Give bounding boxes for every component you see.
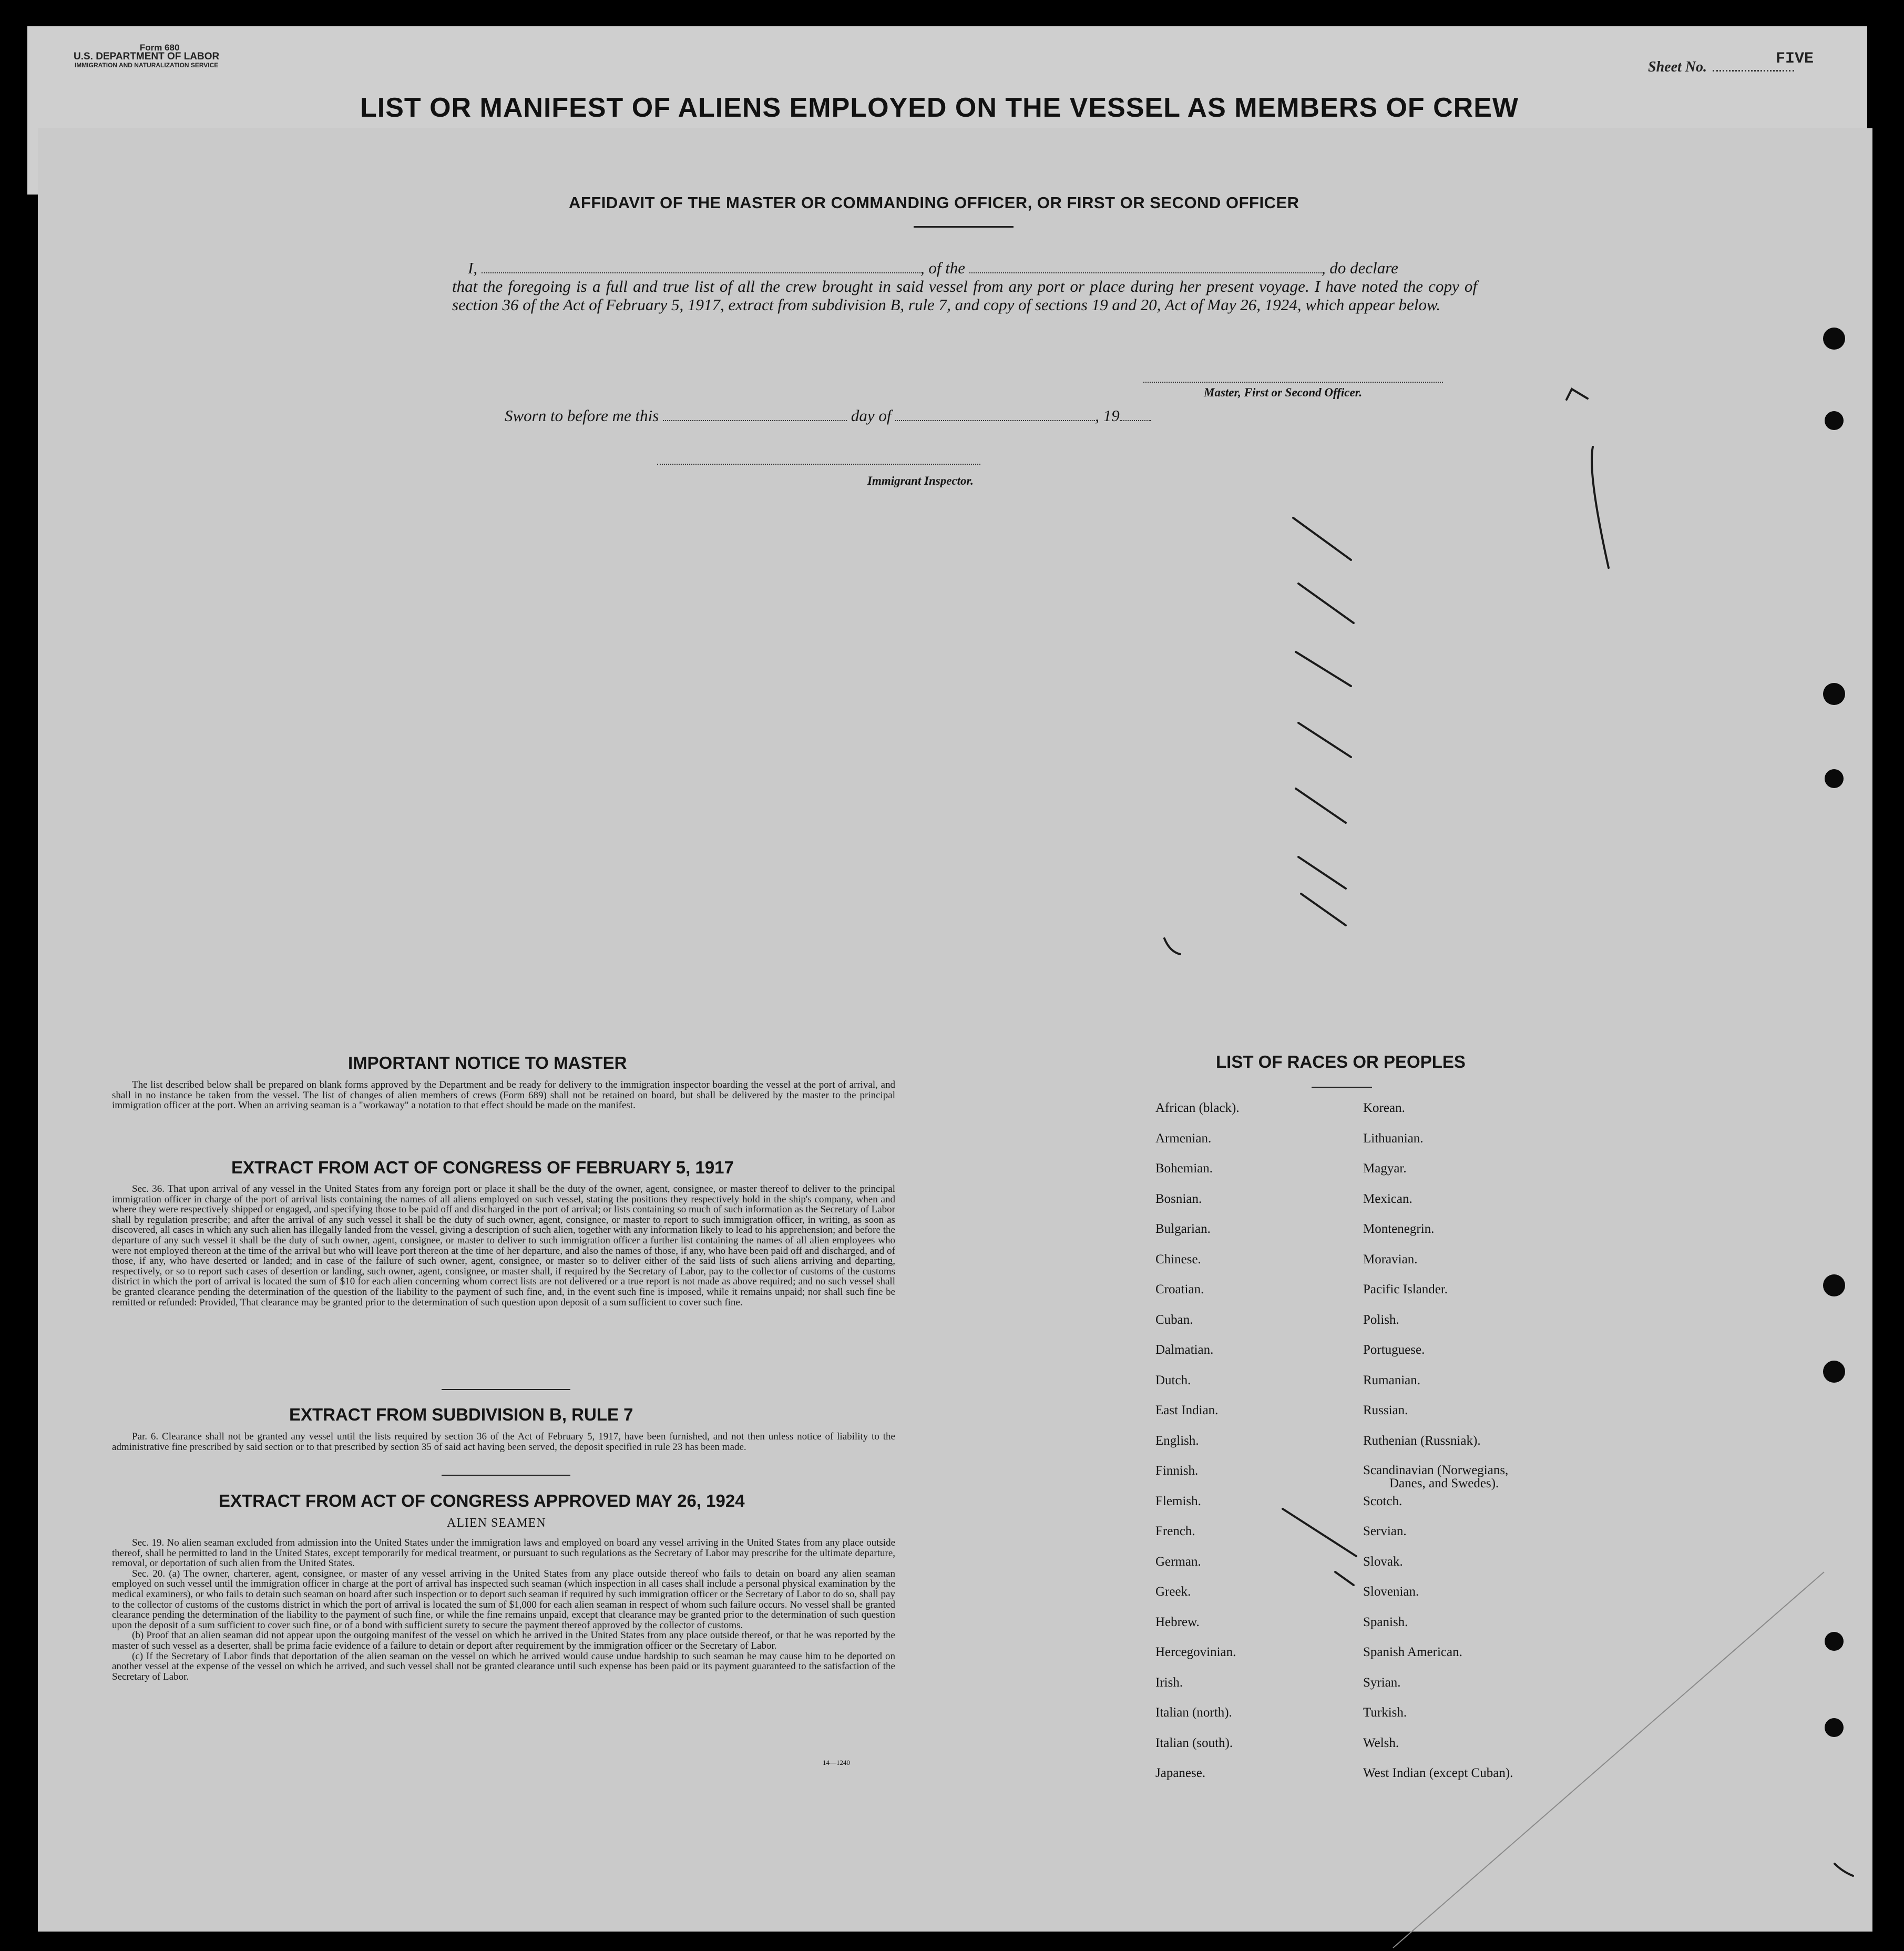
race-item: Moravian. — [1363, 1252, 1418, 1266]
extract-1924-title: EXTRACT FROM ACT OF CONGRESS APPROVED MAY 26, 1924 — [219, 1491, 745, 1510]
race-item: Japanese. — [1155, 1766, 1206, 1780]
race-item: Bulgarian. — [1155, 1222, 1211, 1236]
notice-paragraph: The list described below shall be prepared on blank forms approved by the Department and be ready for delivery to the immigration inspector boarding the vessel at the port of arrival, and shall in no instance be taken from the vessel. The list of changes of alien members of crews (Form 689) shall not be retained on board, but shall be delivered by the master to the principal immigration officer at the port. When an arriving seaman is a "workaway" a notation to that effect should be made on the manifest. — [112, 1079, 895, 1111]
manifest-title: LIST OR MANIFEST OF ALIENS EMPLOYED ON THE VESSEL AS MEMBERS OF CREW — [360, 93, 1519, 123]
race-item: Portuguese. — [1363, 1343, 1425, 1357]
ditto-mark — [1335, 1572, 1354, 1585]
race-item: English. — [1155, 1433, 1199, 1448]
race-item: Flemish. — [1155, 1494, 1201, 1508]
race-item: Italian (south). — [1155, 1735, 1233, 1750]
race-item: Servian. — [1363, 1524, 1407, 1538]
alien-seamen-heading: ALIEN SEAMEN — [447, 1516, 546, 1530]
race-item: Spanish. — [1363, 1615, 1408, 1629]
race-item: French. — [1155, 1524, 1195, 1538]
race-item: Slovenian. — [1363, 1585, 1419, 1599]
race-item: Ruthenian (Russniak). — [1363, 1433, 1481, 1448]
race-item-text: Scandinavian (Norwegians, — [1363, 1463, 1509, 1477]
department-name: U.S. DEPARTMENT OF LABOR — [74, 51, 220, 62]
race-item: German. — [1155, 1554, 1201, 1569]
affidavit-title: AFFIDAVIT OF THE MASTER OR COMMANDING OFFICER, OR FIRST OR SECOND OFFICER — [569, 193, 1299, 212]
race-item: Rumanian. — [1363, 1373, 1421, 1387]
race-item: East Indian. — [1155, 1403, 1219, 1417]
inspector-label: Immigrant Inspector. — [867, 474, 974, 487]
race-item: Welsh. — [1363, 1735, 1399, 1750]
ditto-mark — [1283, 1509, 1356, 1556]
sec19-paragraph: Sec. 19. No alien seaman excluded from admission into the United States under the immigration laws and employed on board any vessel arriving in the United States from any place outside thereof, shall be permitted to land in the United States, except temporarily for medical treatment, or pursuant to such regulations as the Secretary of Labor may prescribe for the ultimate departure, removal, or deportation of such alien from the United States. — [112, 1537, 895, 1569]
race-item: Cuban. — [1155, 1312, 1193, 1327]
race-item: Scotch. — [1363, 1494, 1403, 1508]
race-item: Italian (north). — [1155, 1705, 1232, 1720]
race-item: Chinese. — [1155, 1252, 1201, 1266]
ditto-mark — [1296, 652, 1351, 686]
ditto-mark — [1298, 584, 1354, 623]
race-item: Korean. — [1363, 1101, 1405, 1115]
notice-title: IMPORTANT NOTICE TO MASTER — [348, 1053, 627, 1072]
race-item: Montenegrin. — [1363, 1222, 1435, 1236]
sworn-prefix: Sworn to before me this — [505, 406, 659, 425]
race-item: Greek. — [1155, 1585, 1191, 1599]
race-item: Finnish. — [1155, 1464, 1199, 1478]
ditto-mark — [1301, 894, 1346, 925]
affidavit-i: I, — [468, 259, 478, 277]
race-item: Irish. — [1155, 1675, 1183, 1690]
race-item: Russian. — [1363, 1403, 1408, 1417]
race-item: Hercegovinian. — [1155, 1645, 1236, 1659]
race-item: Magyar. — [1363, 1161, 1407, 1176]
service-name: IMMIGRATION AND NATURALIZATION SERVICE — [74, 62, 219, 69]
sheet-label: Sheet No. — [1648, 59, 1707, 75]
race-item: Bohemian. — [1155, 1161, 1213, 1176]
handwritten-stroke — [1592, 447, 1609, 568]
sheet-number-value: FIVE — [1776, 50, 1814, 68]
par6-paragraph: Par. 6. Clearance shall not be granted any vessel until the lists required by section 36 of the Act of February 5, 1917, have been furnished, and not then unless notice of liability to the administrative fine prescribed by said section or to that prescribed by section 35 of said act having been served, the deposit specified in rule 23 has been made. — [112, 1431, 895, 1453]
sec20b-paragraph: (b) Proof that an alien seaman did not appear upon the outgoing manifest of the vessel on which he arrived in the United States from any place outside thereof, or that he was reported by the master of such vessel as a deserter, shall be prima facie evidence of a failure to detain or deport after requirement by the immigration officer or the Secretary of Labor. — [112, 1630, 895, 1651]
ditto-mark — [1298, 857, 1346, 888]
sec36-paragraph: Sec. 36. That upon arrival of any vessel in the United States from any foreign port or place it shall be the duty of the owner, agent, consignee, or master thereof to deliver to the principal immigration officer in charge of the port of arrival lists containing the names of all aliens employed on such vessel, stating the positions they respectively hold in the ship's company, when and where they were respectively shipped or engaged, and specifying those to be paid off and discharged in the port of arrival; or lists containing so much of such information as the Secretary of Labor shall by regulation prescribe; and after the arrival of any such vessel it shall be the duty of such owner, agent, consignee, or master to report to such immigration officer, in writing, as soon as discovered, all cases in which any such alien has illegally landed from the vessel, giving a description of such alien, together with any information likely to lead to his apprehension; and before the departure of any such vessel it shall be the duty of such owner, agent, consignee, or master to deliver to such immigration officer a further list containing the names of all alien employees who were not employed thereon at the time of the arrival but who will leave port thereon at the time of her departure, and also the names of those, if any, who have been paid off and discharged, and of those, if any, who have deserted or landed; and in case of the failure of such owner, agent, consignee, or master so to deliver either of the said lists of such aliens arriving and departing, respectively, or so to report such cases of desertion or landing, such owner, agent, consignee, or master shall, if required by the Secretary of Labor, pay to the collector of customs of the customs district in which the port of arrival is located the sum of $10 for each alien concerning whom correct lists are not delivered or a true report is not made as above required; and no such vessel shall be granted clearance pending the determination of the question of the liability to the payment of such fine, and, in the event such fine is imposed, while it remains unpaid; nor shall such fine be remitted or refunded: Provided, That clearance may be granted prior to the determination of such question upon deposit of a sum sufficient to cover such fine. — [112, 1183, 895, 1308]
race-item: Spanish American. — [1363, 1645, 1462, 1659]
race-item: Polish. — [1363, 1312, 1399, 1327]
sec20c-paragraph: (c) If the Secretary of Labor finds that deportation of the alien seaman on the vessel on which he arrived would cause undue hardship to such seaman he may cause him to be deported on another vessel at the expense of the vessel on which he arrived, and such vessel shall not be granted clearance until such expense has been paid or its payment guaranteed to the satisfaction of the Secretary of Labor. — [112, 1650, 895, 1682]
sec20a-paragraph: Sec. 20. (a) The owner, charterer, agent, consignee, or master of any vessel arriving in the United States from any place outside thereof who fails to detain on board any alien seaman employed on such vessel until the immigration officer in charge at the port of arrival has inspected such seaman (which inspection in all cases shall include a personal physical examination by the medical examiners), or who fails to detain such seaman on board after such inspection or to deport such seaman if required by such immigration officer or the Secretary of Labor to do so, shall pay to the collector of customs of the customs district in which the port of arrival is located the sum of $1,000 for each alien seaman in respect of whom such failure occurs. No vessel shall be granted clearance pending the determination of the liability to the payment of such fine, or while the fine remains unpaid, except that clearance may be granted prior to the determination of such question upon the deposit of a sum sufficient to cover such fine, or of a bond with sufficient surety to secure the payment thereof approved by the collector of customs. — [112, 1568, 895, 1631]
handwritten-stroke — [1567, 389, 1588, 400]
race-item: Pacific Islander. — [1363, 1282, 1448, 1296]
paper-fold-line — [1393, 1572, 1824, 1948]
race-item: Croatian. — [1155, 1282, 1204, 1296]
handwritten-stroke — [1164, 938, 1180, 954]
affidavit-body: that the foregoing is a full and true list of all the crew brought in said vessel from any port or place during her present voyage. I have noted the copy of section 36 of the Act of February 5, 1917, extract from subdivision B, rule 7, and copy of sections 19 and 20, Act of May 26, 1924, which appear below. — [452, 277, 1477, 314]
race-item: Lithuanian. — [1363, 1131, 1424, 1146]
race-item-continuation: Danes, and Swedes). — [1389, 1476, 1499, 1490]
ditto-mark — [1298, 723, 1351, 757]
races-title: LIST OF RACES OR PEOPLES — [1216, 1052, 1466, 1071]
master-label: Master, First or Second Officer. — [1204, 386, 1363, 399]
race-item: Dalmatian. — [1155, 1343, 1214, 1357]
ditto-mark — [1296, 789, 1346, 823]
extract-1917-title: EXTRACT FROM ACT OF CONGRESS OF FEBRUARY 5, 1917 — [231, 1158, 734, 1177]
race-item: Mexican. — [1363, 1191, 1412, 1206]
affidavit-declare: , do declare — [1321, 259, 1398, 277]
ditto-mark — [1293, 518, 1351, 560]
race-item: West Indian (except Cuban). — [1363, 1766, 1513, 1780]
extract-rule7-title: EXTRACT FROM SUBDIVISION B, RULE 7 — [289, 1405, 633, 1424]
race-item: African (black). — [1155, 1101, 1240, 1115]
sworn-day-of: day of — [851, 406, 892, 425]
race-item: Dutch. — [1155, 1373, 1191, 1387]
sworn-year-prefix: , 19 — [1095, 406, 1120, 425]
print-code: 14—1240 — [823, 1759, 850, 1766]
race-item: Syrian. — [1363, 1675, 1401, 1690]
race-item: Hebrew. — [1155, 1615, 1200, 1629]
form-number: Form 680 — [139, 43, 180, 53]
race-item: Armenian. — [1155, 1131, 1212, 1146]
race-item: Turkish. — [1363, 1705, 1407, 1720]
race-item: Bosnian. — [1155, 1191, 1202, 1206]
race-item: Slovak. — [1363, 1554, 1403, 1569]
affidavit-of-the: , of the — [920, 259, 966, 277]
handwritten-stroke — [1835, 1864, 1853, 1876]
